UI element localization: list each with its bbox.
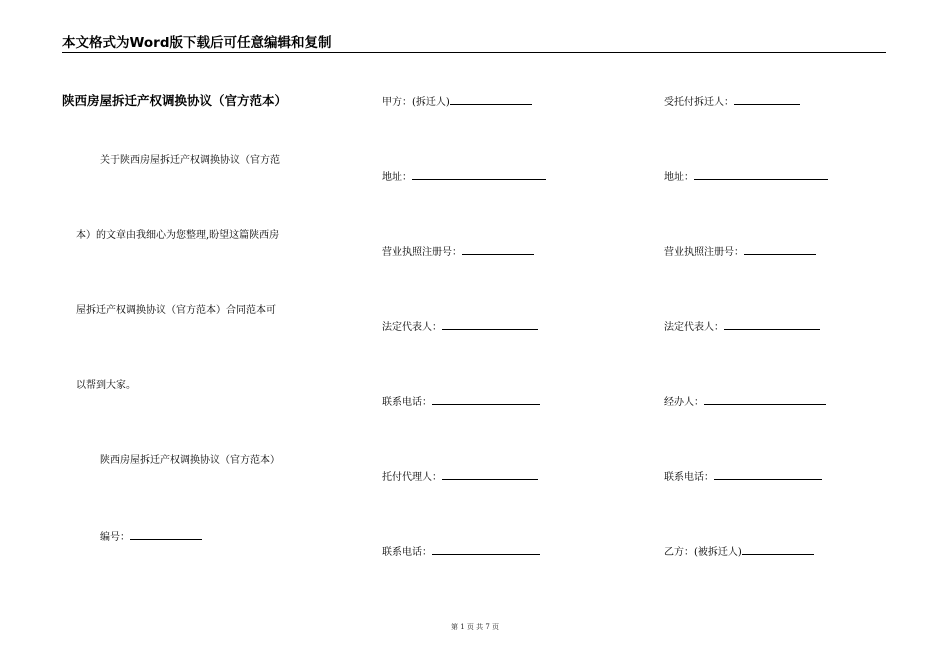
field-blank [412,169,546,180]
field-blank [724,319,820,330]
field-blank [450,94,532,105]
intro-line: 关于陕西房屋拆迁产权调换协议（官方范 [100,155,280,166]
field-label: 法定代表人： [664,322,724,333]
phone-field [382,394,540,410]
field-label: 地址： [382,172,412,183]
field-blank [704,394,826,405]
field-label: 地址： [664,172,694,183]
field-label: 联系电话： [382,547,432,558]
entrusted-demolisher-field [664,94,800,110]
field-blank [442,319,538,330]
field-label: 联系电话： [664,472,714,483]
legal-representative-field [382,319,538,335]
number-field [100,529,202,545]
phone-field [382,544,540,560]
number-blank [130,529,202,540]
field-blank [442,469,538,480]
phone-field [664,469,822,485]
field-label: 法定代表人： [382,322,442,333]
field-label: 受托付拆迁人： [664,97,734,108]
license-number-field [664,244,816,260]
field-label: 托付代理人： [382,472,442,483]
field-label: 营业执照注册号： [664,247,744,258]
party-b-field [664,544,814,560]
field-label: 联系电话： [382,397,432,408]
license-number-field [382,244,534,260]
field-blank [694,169,828,180]
legal-representative-field [664,319,820,335]
field-blank [742,544,814,555]
field-blank [462,244,534,255]
document-subtitle: 陕西房屋拆迁产权调换协议（官方范本） [100,455,280,466]
field-label: 乙方：(被拆迁人) [664,547,742,558]
header-divider [62,52,886,53]
address-field [664,169,828,185]
field-label: 甲方：(拆迁人) [382,97,450,108]
field-label: 经办人： [664,397,704,408]
document-title: 陕西房屋拆迁产权调换协议（官方范本） [62,93,288,108]
address-field [382,169,546,185]
intro-line: 屋拆迁产权调换协议（官方范本）合同范本可 [76,305,276,316]
page-number: 第 1 页 共 7 页 [450,623,500,631]
handler-field [664,394,826,410]
intro-line: 本）的文章由我细心为您整理,盼望这篇陕西房 [76,230,280,241]
intro-line: 以帮到大家。 [76,380,136,391]
field-blank [432,394,540,405]
field-blank [714,469,822,480]
field-blank [734,94,800,105]
field-blank [432,544,540,555]
field-label: 营业执照注册号： [382,247,462,258]
party-a-field [382,94,532,110]
document-header-title: 本文格式为Word版下载后可任意编辑和复制 [62,35,332,51]
number-label: 编号： [100,532,130,543]
field-blank [744,244,816,255]
agent-field [382,469,538,485]
